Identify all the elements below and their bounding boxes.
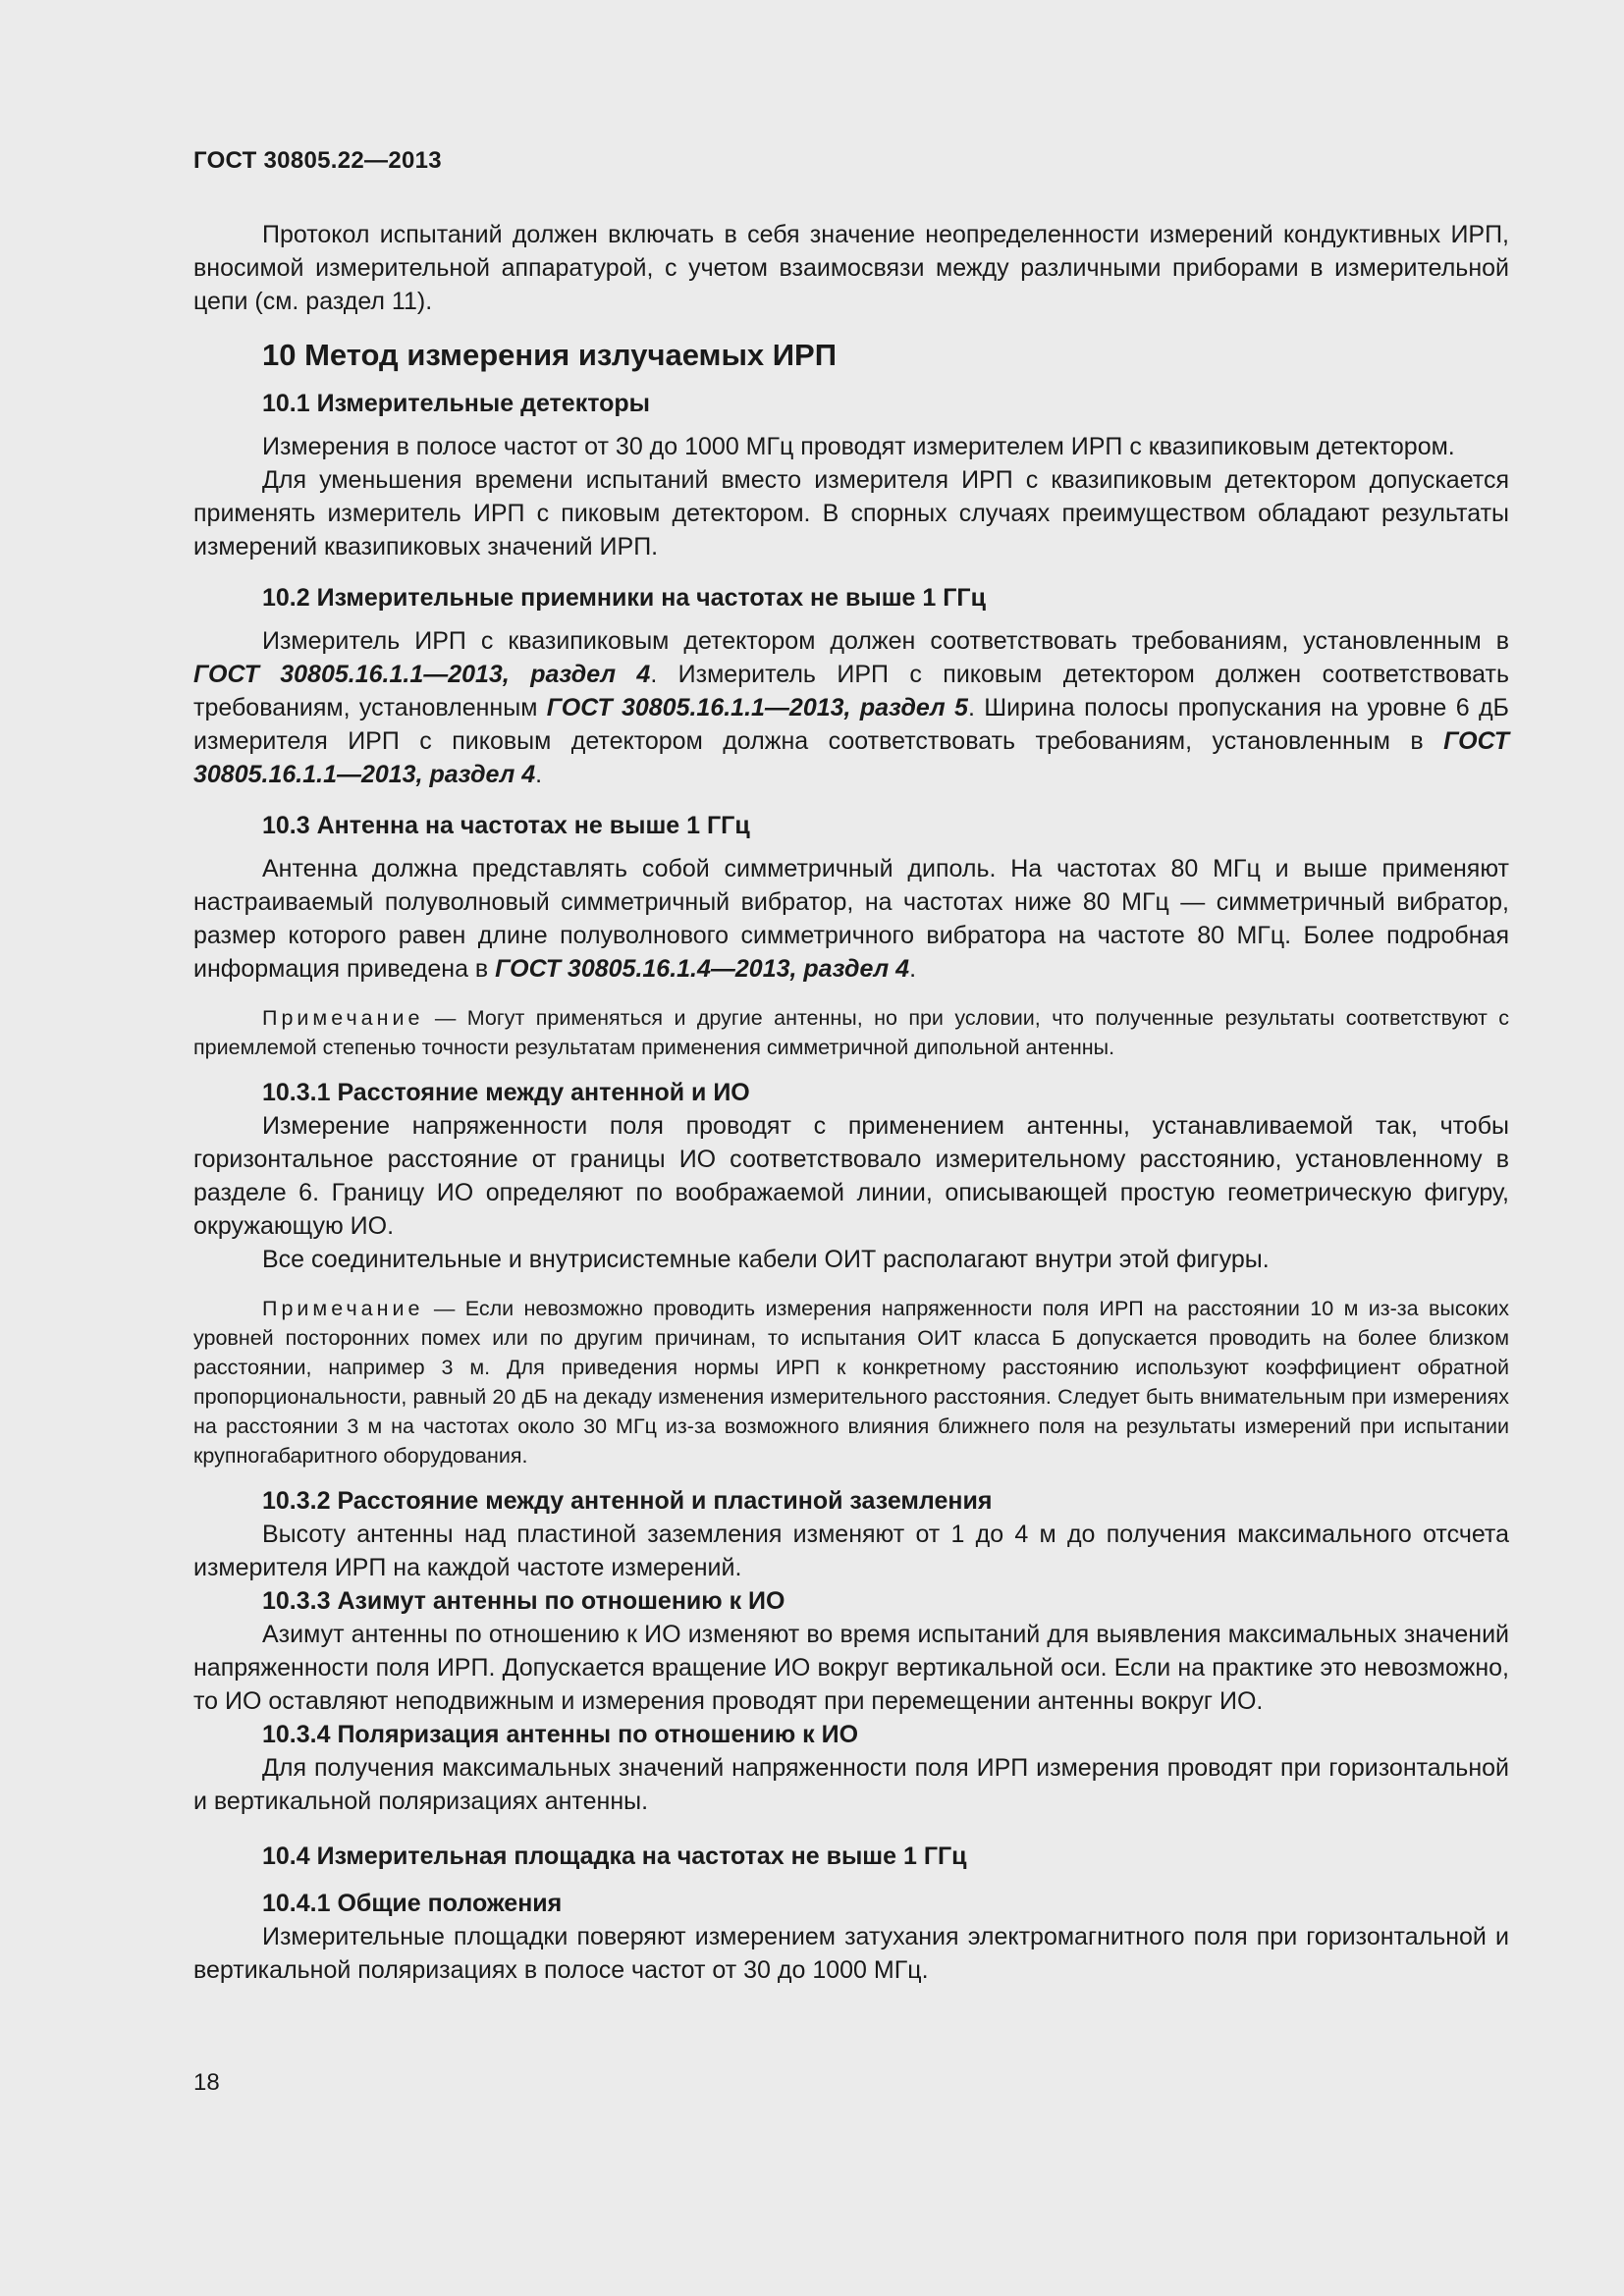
text-run: . Ширина полосы пропускания на уровне 6 дБ измерителя ИРП с пиковым детектором должна соответствовать требованиям, установленным в [193,694,1509,755]
section-10-3-paragraph [193,852,1509,986]
standard-reference: ГОСТ 30805.16.1.1—2013, раздел 5 [546,694,968,721]
section-10-3-1-title: 10.3.1 Расстояние между антенной и ИО [262,1079,750,1106]
note-label: Примечание [262,1297,424,1320]
section-10-3-1-note [193,1294,1509,1470]
standard-reference: ГОСТ 30805.16.1.1—2013, раздел 4 [193,727,1509,788]
page-content [193,147,1509,1987]
standard-reference: ГОСТ 30805.16.1.4—2013, раздел 4 [495,955,910,983]
section-10-3-2-title: 10.3.2 Расстояние между антенной и пластиной заземления [262,1487,993,1515]
text-run: . Измеритель ИРП с пиковым детектором должен соответствовать требованиям, установленным [193,661,1509,721]
section-10-3-1-paragraph-1: Измерение напряженности поля проводят с применением антенны, устанавливаемой так, чтобы горизонтальное расстояние от границы ИО соответствовало измерительному расстоянию, установленному в разделе 6. Границу ИО определяют по воображаемой линии, описывающей простую геометрическую фигуру, окружающую ИО. [193,1112,1509,1240]
text-run: . [909,955,917,983]
text-run: Измеритель ИРП с квазипиковым детектором должен соответствовать требованиям, установленным в [262,627,1509,655]
section-10-3-note [193,1003,1509,1062]
text-run: Антенна должна представлять собой симметричный диполь. На частотах 80 МГц и выше применяют настраиваемый полуволновый симметричный вибратор, на частотах ниже 80 МГц — симметричный вибратор, размер которого равен длине полуволнового симметричного вибратора на частоте 80 МГц. Более подробная информация приведена в [193,855,1509,983]
section-10-4-title: 10.4 Измерительная площадка на частотах не выше 1 ГГц [262,1842,967,1870]
section-10-3-title: 10.3 Антенна на частотах не выше 1 ГГц [262,812,750,839]
section-10-title: 10 Метод измерения излучаемых ИРП [262,338,838,372]
section-10-2-paragraph [193,624,1509,791]
section-10-1-paragraph-2: Для уменьшения времени испытаний вместо измерителя ИРП с квазипиковым детектором допускается применять измеритель ИРП с пиковым детектором. В спорных случаях преимуществом обладают результаты измерений квазипиковых значений ИРП. [193,466,1509,561]
note-label: Примечание [262,1006,424,1030]
section-10-2-title: 10.2 Измерительные приемники на частотах не выше 1 ГГц [262,584,986,612]
section-10-4-1-paragraph: Измерительные площадки поверяют измерением затухания электромагнитного поля при горизонтальной и вертикальной поляризациях в полосе частот от 30 до 1000 МГц. [193,1923,1509,1984]
page-number: 18 [193,2069,220,2096]
section-10-1-title: 10.1 Измерительные детекторы [262,390,651,417]
standard-reference: ГОСТ 30805.16.1.1—2013, раздел 4 [193,661,651,688]
note-text: — Если невозможно проводить измерения напряженности поля ИРП на расстоянии 10 м из-за высоких уровней посторонних помех или по другим причинам, то испытания ОИТ класса Б допускается проводить на более близком расстоянии, например 3 м. Для приведения нормы ИРП к конкретному расстоянию используют коэффициент обратной пропорциональности, равный 20 дБ на декаду изменения измерительного расстояния. Следует быть внимательным при измерениях на расстоянии 3 м на частотах около 30 МГц из-за возможного влияния ближнего поля на результаты измерений при испытании крупногабаритного оборудования. [193,1297,1509,1468]
section-10-3-3-title: 10.3.3 Азимут антенны по отношению к ИО [262,1587,785,1615]
section-10-3-4-paragraph: Для получения максимальных значений напряженности поля ИРП измерения проводят при горизонтальной и вертикальной поляризациях антенны. [193,1754,1509,1815]
section-10-4-1-title: 10.4.1 Общие положения [262,1890,563,1917]
intro-paragraph: Протокол испытаний должен включать в себя значение неопределенности измерений кондуктивных ИРП, вносимой измерительной аппаратурой, с учетом взаимосвязи между различными приборами в измерительной цепи (см. раздел 11). [193,221,1509,315]
document-header: ГОСТ 30805.22—2013 [193,147,442,174]
section-10-3-4-title: 10.3.4 Поляризация антенны по отношению к ИО [262,1721,859,1748]
section-10-3-2-paragraph: Высоту антенны над пластиной заземления изменяют от 1 до 4 м до получения максимального отсчета измерителя ИРП на каждой частоте измерений. [193,1521,1509,1581]
section-10-3-1-paragraph-2: Все соединительные и внутрисистемные кабели ОИТ располагают внутри этой фигуры. [262,1246,1270,1273]
note-text: — Могут применяться и другие антенны, но при условии, что полученные результаты соответствуют с приемлемой степенью точности результатам применения симметричной дипольной антенны. [193,1006,1509,1059]
text-run: . [535,761,543,788]
section-10-3-3-paragraph: Азимут антенны по отношению к ИО изменяют во время испытаний для выявления максимальных значений напряженности поля ИРП. Допускается вращение ИО вокруг вертикальной оси. Если на практике это невозможно, то ИО оставляют неподвижным и измерения проводят при перемещении антенны вокруг ИО. [193,1621,1509,1715]
section-10-1-paragraph-1: Измерения в полосе частот от 30 до 1000 МГц проводят измерителем ИРП с квазипиковым детектором. [262,433,1455,460]
